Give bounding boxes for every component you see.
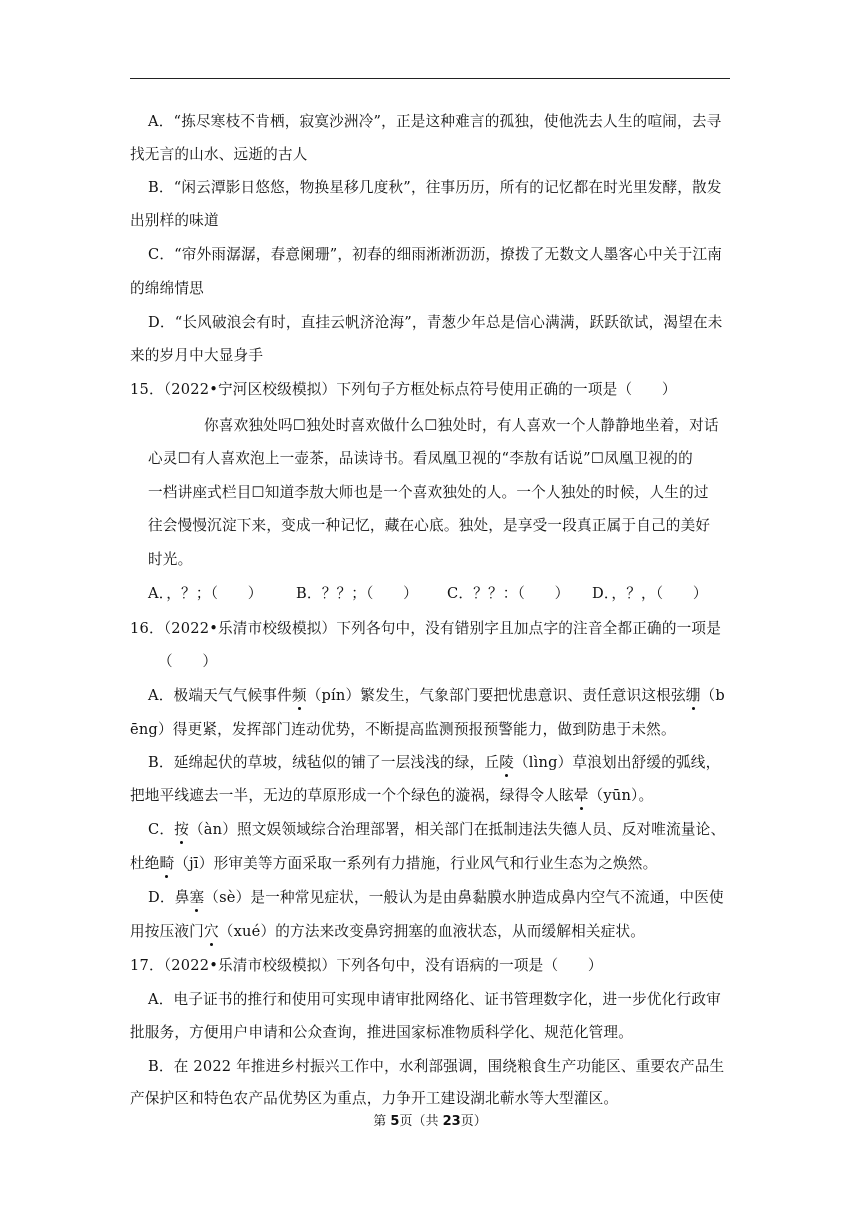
q16-option-d-line2 [130,922,645,942]
text-segment: （jī）形审美等方面采取一系列有力措施，行业风气和行业生态为之焕然。 [174,855,658,872]
q14-option-c-line2: 的绵绵情思 [130,280,204,297]
text-segment: （àn）照文娱领域综合治理部署，相关部门在抵制违法失德人员、反对唯流量论、 [188,821,726,838]
text-segment: 用按压液门 [130,923,204,940]
q14-option-a-line2: 找无言的山水、远逝的古人 [130,146,308,163]
text-segment: A．极端天气气候事件 [148,687,292,704]
q16-option-d-line1 [148,888,724,908]
q15-option-c: C．？？：（ ） [447,585,570,602]
q14-option-a-line1: A．“拣尽寒枝不肯栖，寂寞沙洲冷”，正是这种难言的孤独，使他洗去人生的喧闹，去寻 [148,113,722,130]
page-total: 23 [442,1114,461,1129]
q15-passage-line1: 你喜欢独处吗☐独处时喜欢做什么☐独处时，有人喜欢一个人静静地坐着，对话 [204,417,719,434]
q16-option-a-line2: ēng）得更紧，发挥部门连动优势，不断提高监测预报预警能力，做到防患于未然。 [130,721,676,738]
q15-option-d: D．，？，（ ） [592,585,708,602]
q15-stem: 15．（2022•宁河区校级模拟）下列句子方框处标点符号使用正确的一项是（ ） [130,381,677,398]
q15-passage-line5: 时光。 [148,551,193,568]
q16-stem-line2: （ ） [158,653,218,670]
text-segment: （yūn）。 [588,787,654,804]
q16-option-a-line1 [148,686,725,706]
q15-passage-line4: 往会慢慢沉淀下来，变成一种记忆，藏在心底。独处，是享受一段真正属于自己的美好 [148,517,711,534]
q14-option-d-line1: D．“长风破浪会有时，直挂云帆济沧海”，青葱少年总是信心满满，跃跃欲试，渴望在未 [148,314,723,331]
text-segment: B．延绵起伏的草坡，绒毡似的铺了一层浅浅的绿，丘 [148,754,500,771]
footer-middle: 页（共 [399,1114,443,1129]
page-number: 5 [390,1114,400,1129]
footer-suffix: 页） [460,1114,487,1129]
emphasis-char: 畸 [159,855,175,872]
q14-option-d-line2: 来的岁月中大显身手 [130,347,264,364]
emphasis-char: 晕 [573,787,589,804]
q15-option-a: A．，？；（ ） [148,585,263,602]
q16-option-b-line1 [148,753,720,773]
q15-passage-line3: 一档讲座式栏目☐知道李敖大师也是一个喜欢独处的人。一个人独处的时候，人生的过 [148,484,709,501]
q17-option-a-line1: A．电子证书的推行和使用可实现申请审批网络化、证书管理数字化，进一步优化行政审 [148,991,721,1008]
text-segment: （sè）是一种常见症状，一般认为是由鼻黏膜水肿造成鼻内空气不流通，中医使 [204,889,724,906]
text-segment: （lìng）草浪划出舒缓的弧线， [513,754,721,771]
q17-stem: 17．（2022•乐清市校级模拟）下列各句中，没有语病的一项是（ ） [130,957,603,974]
q14-option-c-line1: C．“帘外雨潺潺，春意阑珊”，初春的细雨淅淅沥沥，撩拨了无数文人墨客心中关于江南 [148,246,723,263]
q16-stem-line1: 16．（2022•乐清市校级模拟）下列各句中，没有错别字且加点字的注音全都正确的一项是 [130,620,721,637]
page-footer [0,1110,860,1129]
emphasis-char: 塞 [189,889,205,906]
q17-option-b-line2: 产保护区和特色农产品优势区为重点，力争开工建设湖北蕲水等大型灌区。 [130,1090,619,1107]
emphasis-char: 按 [174,821,189,838]
text-segment: C． [148,821,175,838]
q15-option-b: B．？？；（ ） [296,585,418,602]
text-segment: （pín）繁发生，气象部门要把忧患意识、责任意识这根弦 [306,687,686,704]
text-segment: D．鼻 [148,889,190,906]
footer-prefix: 第 [373,1114,391,1129]
q17-option-a-line2: 批服务，方便用户申请和公众查询，推进国家标准物质科学化、规范化管理。 [130,1024,633,1041]
q16-option-c-line1 [148,820,725,840]
q16-option-c-line2 [130,854,657,874]
text-segment: （xué）的方法来改变鼻窍拥塞的血液状态，从而缓解相关症状。 [218,923,646,940]
text-segment: 杜绝 [130,855,160,872]
text-segment: 把地平线遮去一半，无边的草原形成一个个绿色的漩祸，绿得令人眩 [130,787,574,804]
emphasis-char: 绷 [685,687,701,704]
q14-option-b-line1: B．“闲云潭影日悠悠，物换星移几度秋”，往事历历，所有的记忆都在时光里发酵，散发 [148,179,722,196]
text-segment: （b [700,687,725,704]
q15-passage-line2: 心灵☐有人喜欢泡上一壶茶，品读诗书。看凤凰卫视的“李敖有话说”☐凤凰卫视的的 [148,450,693,467]
header-rule [130,78,730,79]
emphasis-char: 频 [291,687,307,704]
emphasis-char: 陵 [499,754,514,771]
q17-option-b-line1: B．在 2022 年推进乡村振兴工作中，水利部强调，围绕粮食生产功能区、重要农产品生 [148,1058,725,1075]
emphasis-char: 穴 [203,923,219,940]
q16-option-b-line2 [130,786,653,806]
q14-option-b-line2: 出别样的味道 [130,212,219,229]
